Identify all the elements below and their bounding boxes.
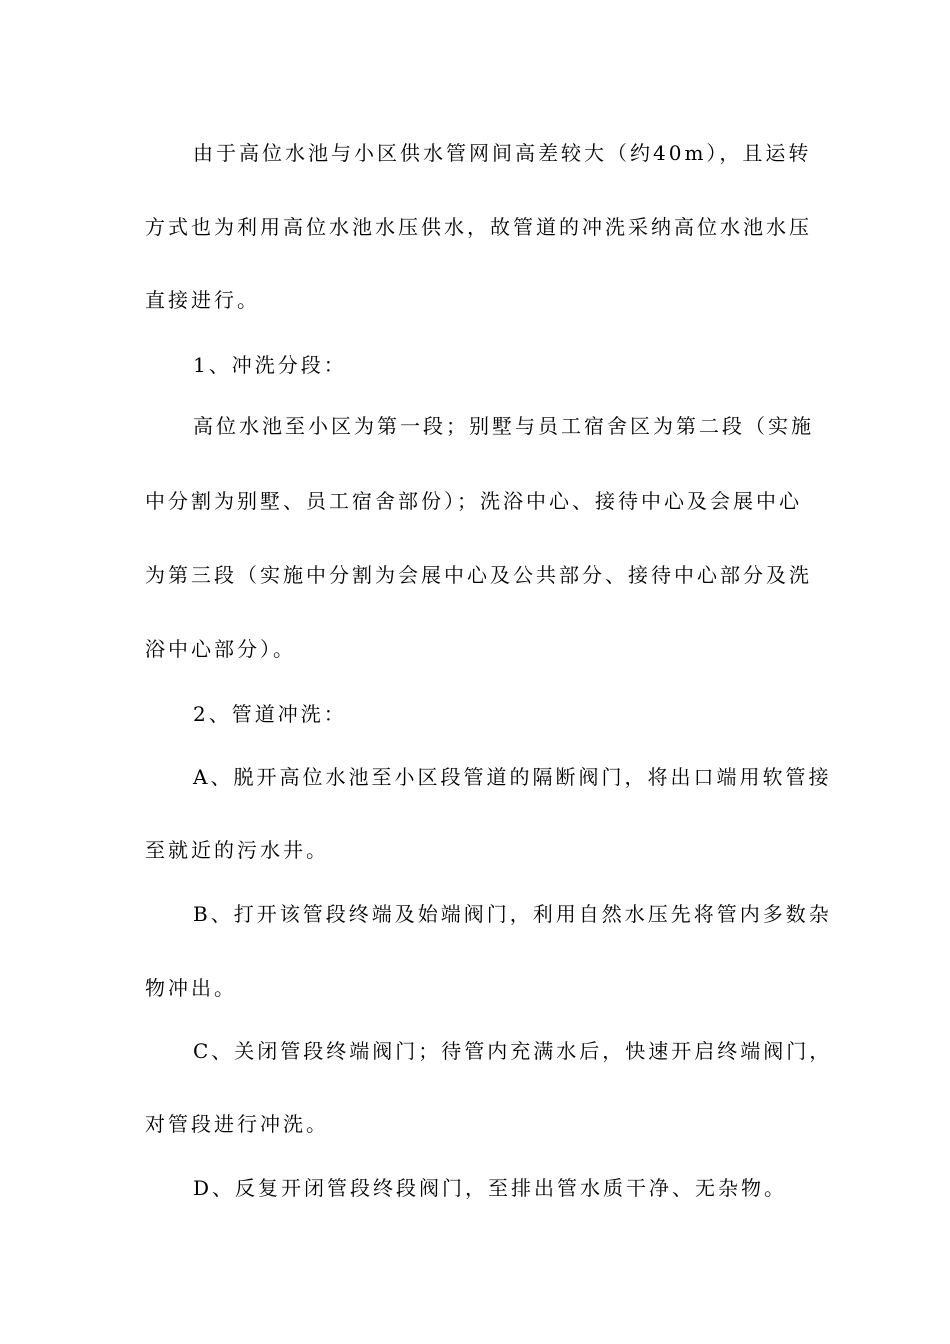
step-a-line-1: A、脱开高位水池至小区段管道的隔断阀门，将出口端用软管接: [193, 765, 832, 789]
step-a-line-2: 至就近的污水井。: [145, 838, 329, 862]
paragraph-intro-line-3: 直接进行。: [145, 288, 260, 312]
paragraph-segments-line-4: 浴中心部分）。: [145, 637, 296, 661]
step-b-line-1: B、打开该管段终端及始端阀门，利用自然水压先将管内多数杂: [193, 902, 832, 926]
section-heading-flush-segments: 1、冲洗分段：: [193, 353, 347, 377]
paragraph-segments-line-1: 高位水池至小区为第一段；别墅与员工宿舍区为第二段（实施: [193, 414, 814, 438]
step-d-line-1: D、反复开闭管段终段阀门，至排出管水质干净、无杂物。: [193, 1176, 788, 1200]
step-b-line-2: 物冲出。: [145, 976, 237, 1000]
paragraph-intro-line-1: 由于高位水池与小区供水管网间高差较大（约40m），且运转: [193, 141, 812, 165]
paragraph-segments-line-3: 为第三段（实施中分割为会展中心及公共部分、接待中心部分及洗: [145, 563, 812, 587]
step-c-line-2: 对管段进行冲洗。: [145, 1112, 329, 1136]
paragraph-intro-line-2: 方式也为利用高位水池水压供水，故管道的冲洗采纳高位水池水压: [145, 215, 812, 239]
section-heading-pipe-flush: 2、管道冲洗：: [193, 702, 347, 726]
paragraph-segments-line-2: 中分割为别墅、员工宿舍部份）；洗浴中心、接待中心及会展中心: [145, 489, 802, 513]
step-c-line-1: C、关闭管段终端阀门；待管内充满水后，快速开启终端阀门，: [193, 1039, 833, 1063]
